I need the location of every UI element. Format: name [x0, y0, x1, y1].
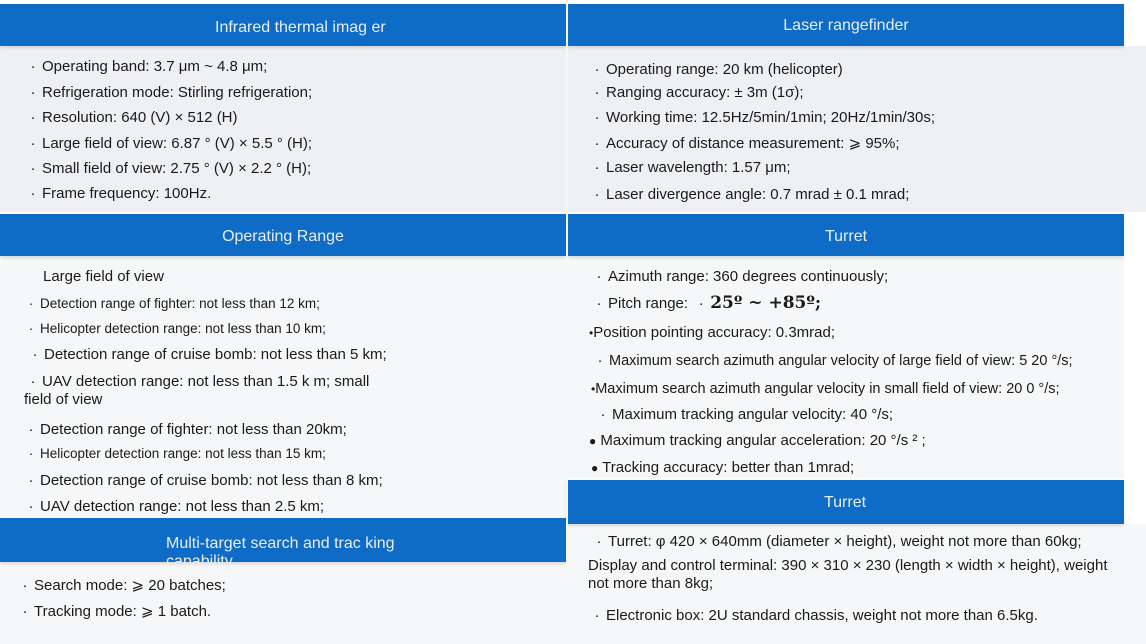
list-item: ● Maximum tracking angular acceleration: 20 °/s ² ;	[589, 432, 926, 449]
list-item: Display and control terminal: 390 × 310 × 230 (length × width × height), weight not more than 8kg;	[588, 557, 1108, 592]
operating-range-title: Operating Range	[222, 228, 344, 245]
list-item: · Maximum tracking angular velocity: 40 °/s;	[600, 406, 894, 423]
list-item: · Small field of view: 2.75 ° (V) × 2.2 ° (H);	[30, 160, 312, 177]
list-item: · Operating range: 20 km (helicopter)	[594, 61, 843, 78]
list-item: · Refrigeration mode: Stirling refrigeration;	[30, 84, 313, 101]
list-item: · Tracking mode: ⩾ 1 batch.	[22, 603, 212, 620]
list-item: · UAV detection range: not less than 1.5 k m; small field of view	[24, 373, 370, 408]
list-item: · Helicopter detection range: not less than 10 km;	[28, 321, 326, 336]
laser-title: Laser rangefinder	[783, 17, 909, 34]
list-item: · Detection range of cruise bomb: not less than 8 km;	[28, 472, 383, 489]
list-item: · Detection range of cruise bomb: not less than 5 km;	[32, 346, 387, 363]
turret2-header	[566, 480, 1124, 524]
list-item: · UAV detection range: not less than 2.5 km;	[28, 498, 325, 515]
laser-header	[568, 4, 1124, 46]
list-item: •Position pointing accuracy: 0.3mrad;	[589, 324, 835, 341]
list-item: · Detection range of fighter: not less than 20km;	[28, 421, 347, 438]
operating-range-header	[0, 214, 566, 256]
list-item: · Azimuth range: 360 degrees continuously;	[596, 268, 889, 285]
list-item: · Large field of view: 6.87 ° (V) × 5.5 ° (H);	[30, 135, 313, 152]
infrared-title: Infrared thermal imag er	[215, 19, 386, 36]
list-item: · Laser divergence angle: 0.7 mrad ± 0.1 mrad;	[594, 186, 910, 203]
turret1-header	[568, 214, 1124, 256]
list-item: · Laser wavelength: 1.57 μm;	[594, 159, 791, 176]
list-item: · Electronic box: 2U standard chassis, weight not more than 6.5kg.	[594, 607, 1038, 624]
list-item: · Helicopter detection range: not less than 15 km;	[28, 446, 326, 461]
multi-target-header	[0, 518, 566, 570]
multi-target-title: Multi-target search and trac king capability	[166, 535, 395, 570]
list-item: · Accuracy of distance measurement: ⩾ 95%;	[594, 135, 900, 152]
list-item: · Turret: φ 420 × 640mm (diameter × height), weight not more than 60kg;	[596, 533, 1082, 550]
turret1-title: Turret	[824, 228, 868, 245]
list-item: · Search mode: ⩾ 20 batches;	[22, 577, 226, 594]
list-item: · Maximum search azimuth angular velocity of large field of view: 5 20 °/s;	[597, 353, 1073, 369]
list-item: · Frame frequency: 100Hz.	[30, 185, 212, 202]
infrared-header	[0, 4, 566, 46]
list-item: •Maximum search azimuth angular velocity in small field of view: 20 0 °/s;	[591, 381, 1060, 397]
pitch-range-value: 25º ~ +85º;	[710, 293, 822, 313]
list-item: ● Tracking accuracy: better than 1mrad;	[591, 459, 855, 476]
large-field-label: Large field of view	[43, 268, 164, 285]
list-item: · Pitch range: · 25º ~ +85º;	[596, 293, 822, 313]
list-item: · Working time: 12.5Hz/5min/1min; 20Hz/1min/30s;	[594, 109, 936, 126]
list-item: · Operating band: 3.7 μm ~ 4.8 μm;	[30, 58, 268, 75]
list-item: · Detection range of fighter: not less than 12 km;	[28, 296, 320, 311]
list-item: · Ranging accuracy: ± 3m (1σ);	[594, 84, 804, 101]
turret2-title: Turret	[823, 494, 867, 511]
column-divider	[566, 0, 568, 644]
list-item: · Resolution: 640 (V) × 512 (H)	[30, 109, 238, 126]
